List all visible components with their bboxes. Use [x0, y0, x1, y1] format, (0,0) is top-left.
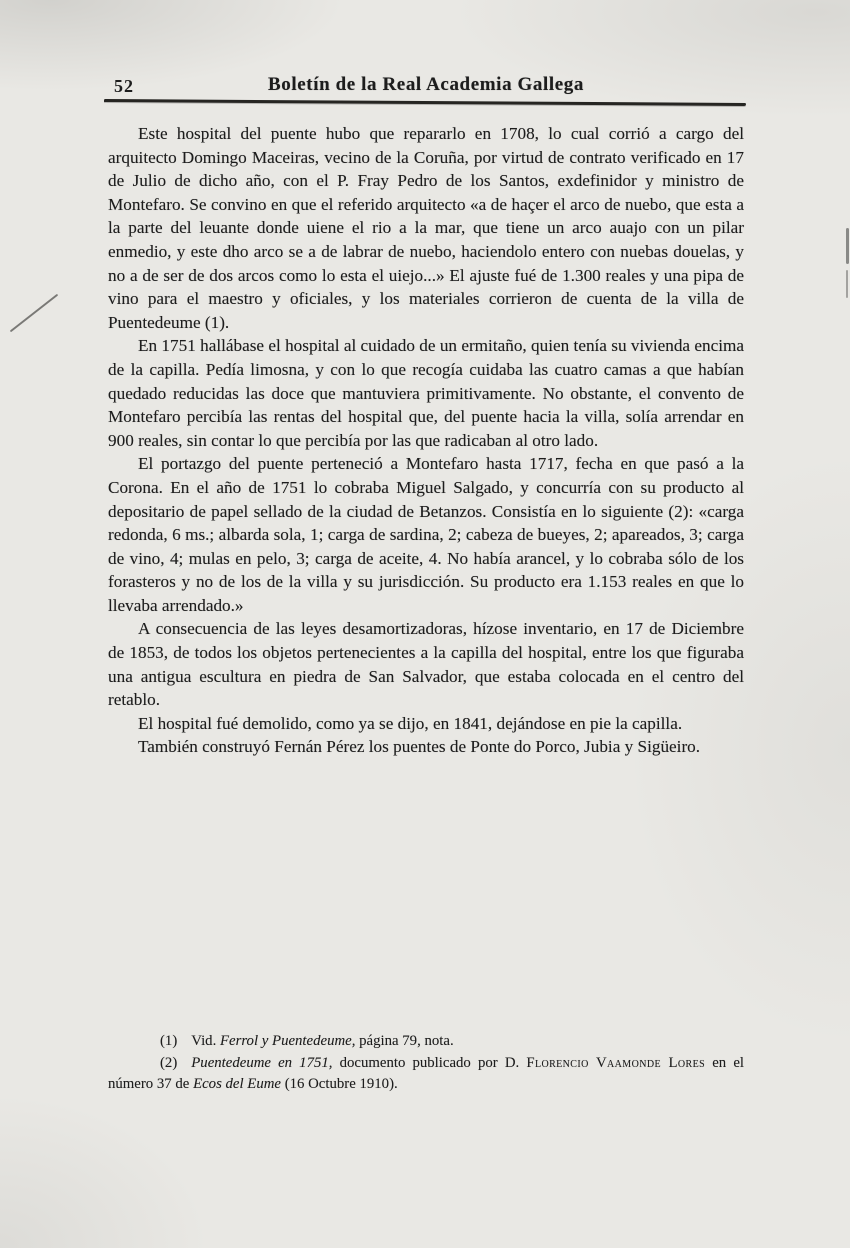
footnotes	[108, 1031, 744, 1096]
footnote-2-work-title: Puentedeume en 1751,	[191, 1054, 333, 1071]
body-text	[108, 122, 744, 759]
scan-artifact-edge-mark-2	[846, 270, 848, 298]
footnote-1-work-title: Ferrol y Puentedeume,	[219, 1033, 356, 1049]
footnote-2-author: Florencio Vaamonde Lores	[526, 1054, 706, 1071]
paragraph-6: También construyó Fernán Pérez los puentes de Ponte do Porco, Jubia y Sigüeiro.	[138, 737, 701, 757]
footnote-1	[108, 1031, 744, 1053]
footnote-2-post: (16 Octubre 1910).	[281, 1076, 398, 1092]
paragraph-3: El portazgo del puente perteneció a Montefaro hasta 1717, fecha en que pasó a la Corona. En el año de 1751 lo cobraba Miguel Salgado, y concurría con su producto al depositario de papel sellado de la ciudad de Betanzos. Consistía en lo siguiente (2): «carga redonda, 6 ms.; albarda sola, 1; carga de sardina, 2; cabeza de bueyes, 2; apareados, 3; carga de vino, 4; mulas en pelo, 3; carga de aceite, 4. No había arancel, y lo cobraba sólo de los forasteros y no de los de la villa y su jurisdicción. Su producto era 1.153 reales en que lo llevaba arrendado.»	[108, 454, 744, 615]
footnote-2-mid1: documento publicado por D.	[332, 1054, 527, 1071]
paragraph-4: A consecuencia de las leyes desamortizadoras, hízose inventario, en 17 de Diciembre de 1853, de todos los objetos pertenecientes a la capilla del hospital, entre los que figuraba una antigua escultura en piedra de San Salvador, que estaba colocada en el centro del retablo.	[108, 619, 744, 710]
footnote-1-label: (1)	[160, 1033, 178, 1049]
scan-artifact-margin-mark	[10, 294, 59, 333]
footnote-2-label: (2)	[160, 1054, 178, 1071]
header-rule	[104, 99, 746, 106]
footnote-2-journal: Ecos del Eume	[193, 1076, 281, 1092]
scan-artifact-edge-mark-1	[846, 228, 849, 264]
paragraph-5: El hospital fué demolido, como ya se dijo, en 1841, dejándose en pie la capilla.	[138, 713, 683, 733]
journal-title: Boletín de la Real Academia Gallega	[267, 74, 584, 95]
footnote-2-mid2: en el número 37 de	[108, 1054, 744, 1092]
page-number: 52	[114, 76, 134, 96]
paragraph-1: Este hospital del puente hubo que repararlo en 1708, lo cual corrió a cargo del arquitecto Domingo Maceiras, vecino de la Coruña, por virtud de contrato verificado en 17 de Julio de dicho año, con el P. Fray Pedro de los Santos, exdefinidor y ministro de Montefaro. Se convino en que el referido arquitecto «a de haçer el arco de nuebo, que esta a la parte del leuante donde uiene el rio a la mar, que tiene un arco auajo con un pilar enmedio, y este dho arco se a de labrar de nuebo, haciendolo entero con nuebas douelas, y no a de ser de dos arcos como lo esta el uiejo...» El ajuste fué de 1.300 reales y una pipa de vino para el maestro y oficiales, y los materiales corrieron de cuenta de la villa de Puentedeume (1).	[108, 124, 744, 332]
footnote-1-post: página 79, nota.	[355, 1033, 454, 1049]
footnote-2	[108, 1053, 744, 1096]
paragraph-2: En 1751 hallábase el hospital al cuidado de un ermitaño, quien tenía su vivienda encima de la capilla. Pedía limosna, y con lo que recogía cuidaba las cuatro camas a que habían quedado reducidas las doce que mantuviera primitivamente. No obstante, el convento de Montefaro percibía las rentas del hospital que, del puente hacia la villa, solía arrendar en 900 reales, sin contar lo que percibía por las que radicaban al otro lado.	[108, 336, 744, 450]
footnote-1-pre: Vid.	[191, 1033, 220, 1049]
page-header	[108, 74, 744, 100]
